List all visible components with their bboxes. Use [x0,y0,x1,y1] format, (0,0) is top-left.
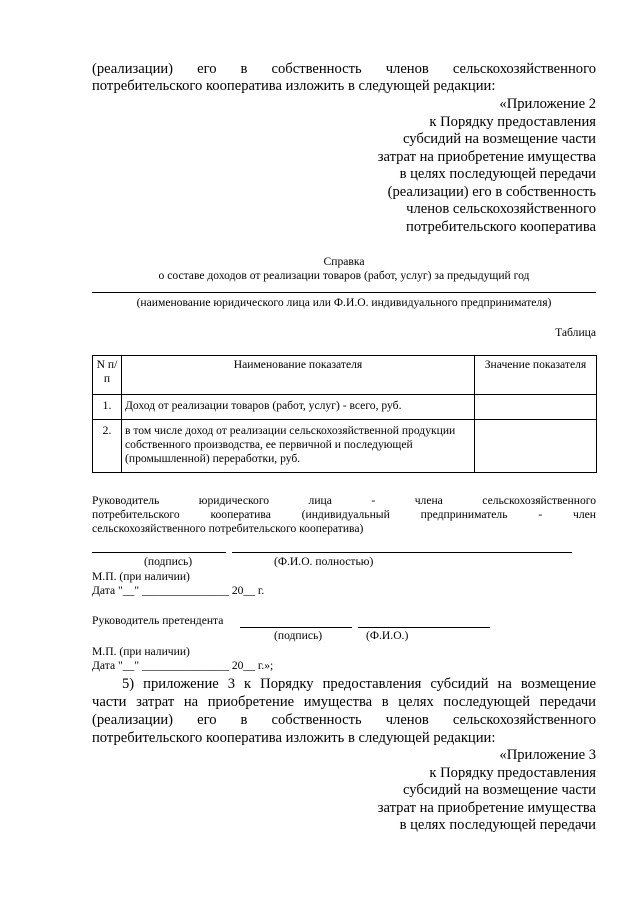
appendix2-line: к Порядку предоставления [429,113,596,130]
appendix2-line: (реализации) его в собственность [387,183,596,200]
item5-line-1: 5) приложение 3 к Порядку предоставления субсидий на возмещение [122,676,596,692]
appendix2-line: «Приложение 2 [499,96,596,112]
appendix3-line: затрат на приобретение имущества [377,799,596,816]
signature-caption: (подпись) [144,555,193,568]
table-row [93,420,597,473]
item5-line-2: части затрат на приобретение имущества в целях последующей передачи [92,694,596,710]
intro-line-2: потребительского кооператива изложить в следующей редакции: [92,78,496,94]
applicant-signature-line[interactable] [240,627,352,628]
head-line-3: сельскохозяйственного потребительского кооператива) [92,522,364,535]
form-title: Справка [323,255,365,268]
applicant-label: Руководитель претендента [92,614,224,627]
entity-name-line [92,292,596,293]
row-name: Доход от реализации товаров (работ, услуг) - всего, руб. [122,395,475,420]
appendix2-line: членов сельскохозяйственного [406,201,596,217]
fio-line[interactable] [232,552,572,553]
item5-line-4: потребительского кооператива изложить в следующей редакции: [92,730,496,746]
appendix3-line: субсидий на возмещение части [402,782,596,798]
fio-full-caption: (Ф.И.О. полностью) [274,555,374,568]
table-row [93,395,597,420]
entity-caption: (наименование юридического лица или Ф.И.О. индивидуального предпринимателя) [136,296,552,309]
appendix2-header [92,96,596,236]
appendix2-line: в целях последующей передачи [399,166,596,182]
appendix3-header [92,747,596,835]
head-line-1: Руководитель юридического лица - члена сельскохозяйственного [92,494,596,507]
row-value[interactable] [475,395,597,420]
appendix2-line: потребительского кооператива [406,218,596,235]
intro-line-1: (реализации) его в собственность членов сельскохозяйственного [92,61,596,77]
appendix3-line: в целях последующей передачи [399,817,596,833]
row-num: 1. [93,395,122,420]
row-name: в том числе доход от реализации сельскохозяйственной продукции собственного производства, ее первичной и последующей (промышленной) переработки, руб. [122,420,475,473]
stamp-note-1: М.П. (при наличии) [92,570,190,583]
appendix2-line: субсидий на возмещение части [402,131,596,147]
applicant-signature-caption: (подпись) [274,629,323,642]
header-num: N п/п [93,356,122,395]
date-line-2[interactable]: Дата "__" _______________ 20__ г.»; [92,659,274,672]
row-value[interactable] [475,420,597,473]
stamp-note-2: М.П. (при наличии) [92,645,190,658]
table-label: Таблица [555,326,596,339]
income-table [92,355,597,473]
appendix3-line: «Приложение 3 [499,747,596,763]
row-num: 2. [93,420,122,473]
head-line-2: потребительского кооператива (индивидуальный предприниматель - член [92,508,596,521]
item5-line-3: (реализации) его в собственность членов сельскохозяйственного [92,712,596,728]
header-value: Значение показателя [475,356,597,395]
header-name: Наименование показателя [122,356,475,395]
table-header-row [93,356,597,395]
signature-line[interactable] [92,552,226,553]
applicant-fio-caption: (Ф.И.О.) [366,629,409,642]
applicant-fio-line[interactable] [358,627,490,628]
date-line-1[interactable]: Дата "__" _______________ 20__ г. [92,584,265,597]
appendix3-line: к Порядку предоставления [429,764,596,781]
appendix2-line: затрат на приобретение имущества [377,148,596,165]
form-subtitle: о составе доходов от реализации товаров (работ, услуг) за предыдущий год [158,269,530,282]
